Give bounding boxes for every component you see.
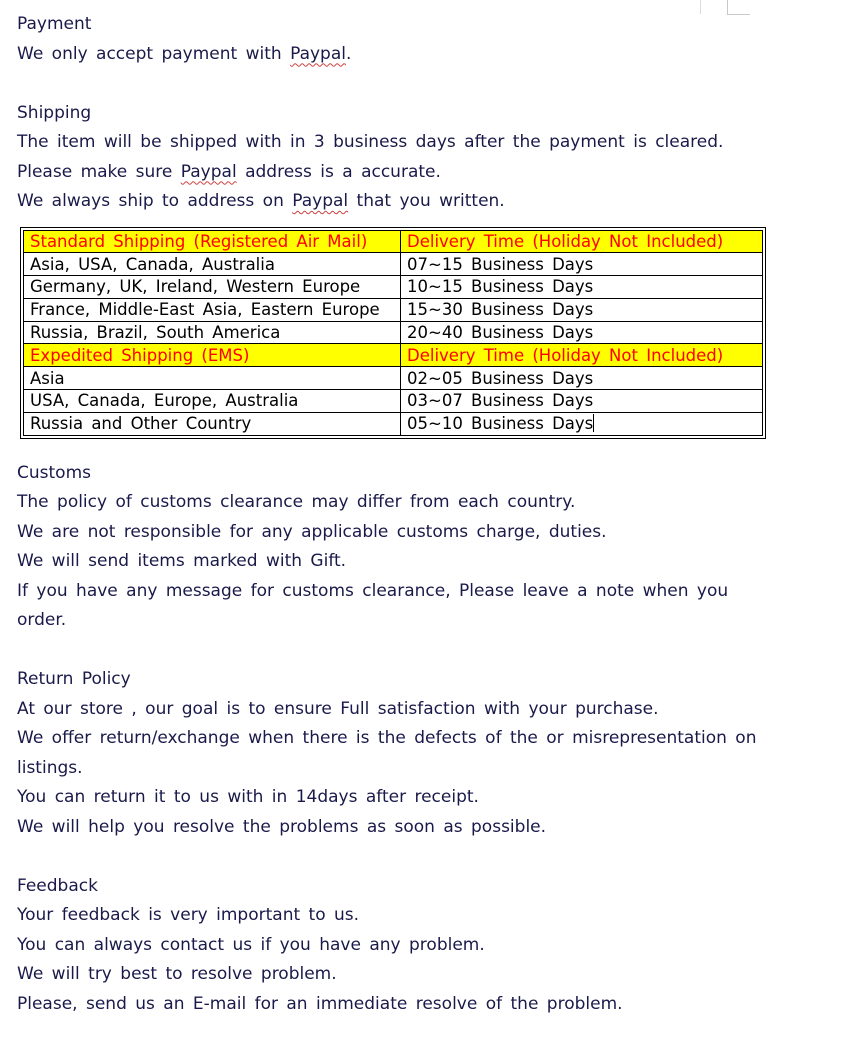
delivery-time-text: Delivery Time (Holiday Not Included) xyxy=(407,231,724,251)
customs-heading: Customs xyxy=(17,462,91,483)
feedback-line: Please, send us an E-mail for an immediate resolve of the problem. xyxy=(17,993,623,1014)
region-cell[interactable]: Standard Shipping (Registered Air Mail) xyxy=(24,230,401,253)
blank-line xyxy=(17,842,757,872)
delivery-time-cell[interactable] xyxy=(401,367,763,390)
table-row xyxy=(24,253,763,276)
shipping-line: The item will be shipped with in 3 business days after the payment is cleared. xyxy=(17,132,724,152)
region-cell[interactable]: Russia, Brazil, South America xyxy=(24,321,401,344)
delivery-time-cell[interactable] xyxy=(401,321,763,344)
return-policy-line: We will help you resolve the problems as soon as possible. xyxy=(17,816,547,837)
delivery-time-text: 05~10 Business Days xyxy=(407,414,594,434)
customs-line: If you have any message for customs clearance, Please leave a note when you order. xyxy=(17,580,729,631)
region-cell[interactable]: Expedited Shipping (EMS) xyxy=(24,344,401,367)
delivery-time-cell[interactable] xyxy=(401,230,763,253)
payment-line: We only accept payment with Paypal. xyxy=(17,43,352,64)
delivery-time-text: 10~15 Business Days xyxy=(407,277,594,297)
region-cell[interactable]: Asia xyxy=(24,367,401,390)
feedback-line: Your feedback is very important to us. xyxy=(17,905,360,926)
customs-line: We will send items marked with Gift. xyxy=(17,551,347,572)
blank-line xyxy=(17,69,757,99)
region-cell[interactable]: Asia, USA, Canada, Australia xyxy=(24,253,401,276)
shipping-table-frame xyxy=(20,227,766,439)
region-cell[interactable]: France, Middle-East Asia, Eastern Europe xyxy=(24,298,401,321)
delivery-time-cell[interactable] xyxy=(401,298,763,321)
table-row xyxy=(24,390,763,413)
return-policy-line: At our store , our goal is to ensure Full satisfaction with your purchase. xyxy=(17,698,659,719)
delivery-time-text: Delivery Time (Holiday Not Included) xyxy=(407,345,724,365)
delivery-time-text: 02~05 Business Days xyxy=(407,368,594,388)
feedback-heading: Feedback xyxy=(17,875,98,896)
table-row xyxy=(24,298,763,321)
delivery-time-text: 15~30 Business Days xyxy=(407,300,594,320)
blank-line xyxy=(17,636,757,666)
region-cell[interactable]: Russia and Other Country xyxy=(24,412,401,435)
table-row xyxy=(24,321,763,344)
feedback-line: You can always contact us if you have any problem. xyxy=(17,934,485,955)
table-row xyxy=(24,412,763,435)
return-policy-line: You can return it to us with in 14days after receipt. xyxy=(17,787,479,808)
spellcheck-word: Paypal xyxy=(180,161,237,182)
payment-heading: Payment xyxy=(17,14,92,34)
shipping-line: We always ship to address on Paypal that you written. xyxy=(17,191,505,211)
delivery-time-cell[interactable] xyxy=(401,344,763,367)
text-cursor xyxy=(593,414,594,432)
delivery-time-cell[interactable] xyxy=(401,412,763,435)
delivery-time-text: 03~07 Business Days xyxy=(407,391,594,411)
delivery-time-cell[interactable] xyxy=(401,390,763,413)
feedback-line: We will try best to resolve problem. xyxy=(17,964,337,985)
customs-line: We are not responsible for any applicable customs charge, duties. xyxy=(17,521,607,542)
region-cell[interactable]: USA, Canada, Europe, Australia xyxy=(24,390,401,413)
return-policy-line: We offer return/exchange when there is the defects of the or misrepresentation on listings. xyxy=(17,728,757,778)
return-policy-heading: Return Policy xyxy=(17,669,131,690)
table-header-row xyxy=(24,230,763,253)
document-page[interactable] xyxy=(17,10,757,1019)
delivery-time-text: 20~40 Business Days xyxy=(407,323,594,343)
spellcheck-word: Paypal xyxy=(292,191,349,211)
shipping-table xyxy=(23,230,763,436)
customs-line: The policy of customs clearance may differ from each country. xyxy=(17,492,576,513)
region-cell[interactable]: Germany, UK, Ireland, Western Europe xyxy=(24,276,401,299)
table-header-row xyxy=(24,344,763,367)
delivery-time-text: 07~15 Business Days xyxy=(407,254,594,274)
delivery-time-cell[interactable] xyxy=(401,253,763,276)
delivery-time-cell[interactable] xyxy=(401,276,763,299)
shipping-line: Please make sure Paypal address is a accurate. xyxy=(17,161,441,182)
shipping-heading: Shipping xyxy=(17,102,92,123)
table-row xyxy=(24,367,763,390)
table-row xyxy=(24,276,763,299)
spellcheck-word: Paypal xyxy=(290,43,346,64)
